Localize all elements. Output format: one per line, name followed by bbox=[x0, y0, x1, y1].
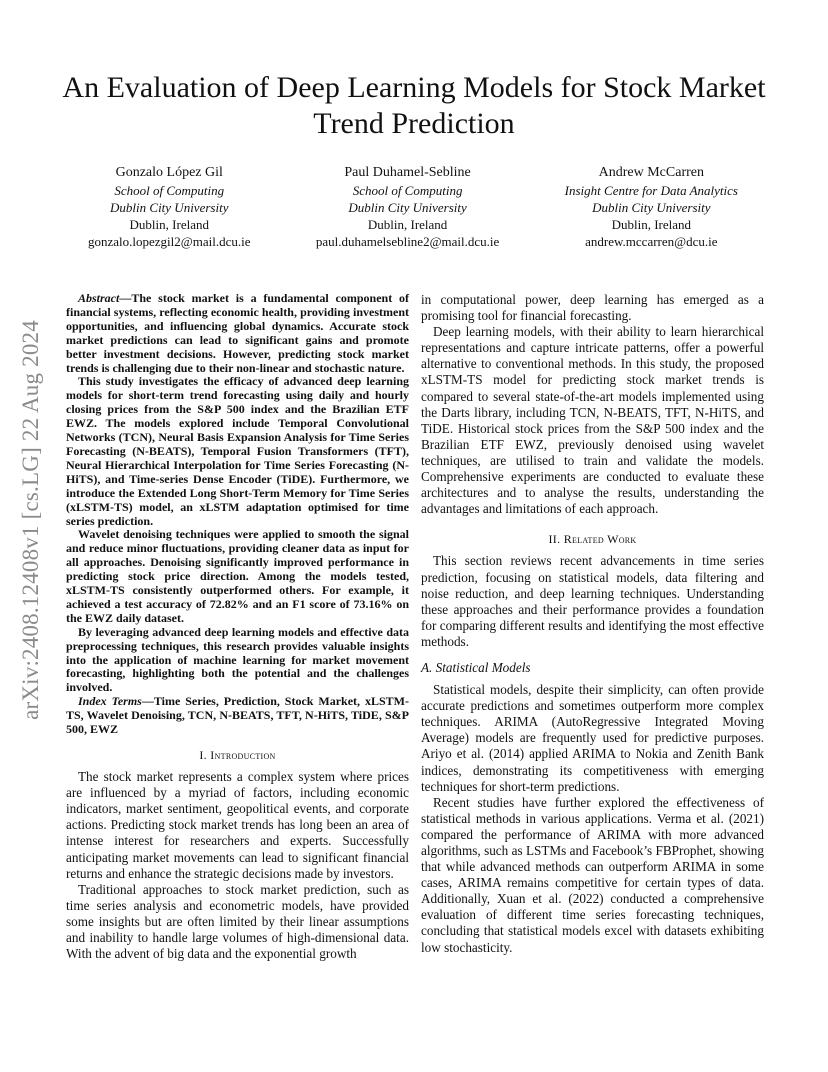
author-3 bbox=[565, 164, 738, 250]
author-dept: School of Computing bbox=[352, 183, 463, 198]
author-name: Andrew McCarren bbox=[598, 165, 704, 180]
intro-paragraph-3: Deep learning models, with their ability to learn hierarchical representations and capture intricate patterns, offer a powerful alternative to conventional methods. In this study, the proposed xLSTM-TS model for predicting stock market trends is compared to several state-of-the-art models implemented using the Darts library, including TCN, N-BEATS, TFT, N-HiTS, and TiDE. Historical stock prices from the S&P 500 index and the Brazilian ETF EWZ, previously denoised using wavelet techniques, are utilised to train and validate the models. Comprehensive experiments are conducted to evaluate these architectures and to analyse the results, understanding the advantages and limitations of each approach. bbox=[421, 324, 764, 517]
intro-paragraph-2: Traditional approaches to stock market prediction, such as time series analysis and econometric models, have provided some insights but are often limited by their linear assumptions and inability to handle large volumes of high-dimensional data. With the advent of big data and the exponential growth bbox=[66, 881, 409, 962]
author-location: Dublin, Ireland bbox=[611, 217, 692, 232]
index-terms-lead: Index Terms bbox=[78, 694, 142, 709]
arxiv-side-label bbox=[14, 280, 48, 760]
author-name: Paul Duhamel-Sebline bbox=[344, 165, 471, 180]
author-location: Dublin, Ireland bbox=[367, 217, 448, 232]
abstract-paragraph-3: Wavelet denoising techniques were applied to smooth the signal and reduce minor fluctuations, providing cleaner data as input for all approaches. Denoising significantly improved performance in predicting stock price direction. Among the models tested, xLSTM-TS consistently outperformed others. For example, it achieved a test accuracy of 72.82% and an F1 score of 73.16% on the EWZ daily dataset. bbox=[66, 527, 409, 625]
author-dept: School of Computing bbox=[114, 183, 225, 198]
section-heading-related-work: II. Related Work bbox=[548, 532, 637, 547]
author-org: Dublin City University bbox=[592, 200, 711, 215]
author-email: paul.duhamelsebline2@mail.dcu.ie bbox=[315, 234, 500, 249]
author-email: gonzalo.lopezgil2@mail.dcu.ie bbox=[88, 234, 251, 249]
related-work-paragraph-1: This section reviews recent advancements in time series prediction, focusing on statistical models, data filtering and noise reduction, and deep learning techniques. Understanding these approaches and their performance provides a foundation for comparing different results and identifying the most effective methods. bbox=[421, 553, 764, 649]
statistical-models-paragraph-1: Statistical models, despite their simplicity, can often provide accurate predictions and sometimes outperform more complex techniques. ARIMA (AutoRegressive Integrated Moving Average) models are frequently used for predictive purposes. Ariyo et al. (2014) applied ARIMA to Nokia and Zenith Bank indices, demonstrating its competitiveness with emerging techniques for short-term predictions. bbox=[421, 682, 764, 794]
author-email: andrew.mccarren@dcu.ie bbox=[585, 234, 718, 249]
intro-paragraph-2-continued: in computational power, deep learning has emerged as a promising tool for financial forecasting. bbox=[421, 292, 764, 324]
right-column bbox=[421, 292, 764, 956]
author-dept: Insight Centre for Data Analytics bbox=[564, 183, 738, 198]
author-name: Gonzalo López Gil bbox=[115, 165, 223, 180]
author-org: Dublin City University bbox=[110, 200, 229, 215]
intro-paragraph-1: The stock market represents a complex system where prices are influenced by a myriad of factors, including economic indicators, market sentiment, geopolitical events, and corporate actions. Predicting stock market trends has long been an area of intense interest for researchers and experts. Successfully anticipating market movements can lead to significant financial returns and enhance the strategic decisions made by investors. bbox=[66, 769, 409, 881]
section-heading-introduction: I. Introduction bbox=[199, 748, 276, 762]
abstract-lead: Abstract bbox=[78, 291, 120, 305]
arxiv-identifier: arXiv:2408.12408v1 [cs.LG] 22 Aug 2024 bbox=[18, 320, 43, 720]
paper-title: An Evaluation of Deep Learning Models for Stock Market Trend Prediction bbox=[62, 71, 766, 140]
abstract-paragraph-4: By leveraging advanced deep learning models and effective data preprocessing techniques, this research provides valuable insights into the application of machine learning for market movement forecasting, highlighting both the potential and the challenges involved. bbox=[66, 624, 409, 695]
subsection-heading-statistical-models: A. Statistical Models bbox=[421, 659, 531, 675]
author-1 bbox=[88, 164, 251, 250]
author-block bbox=[88, 164, 738, 250]
index-terms: Index Terms—Time Series, Prediction, Stock Market, xLSTM-TS, Wavelet Denoising, TCN, N-BEATS, TFT, N-HiTS, TiDE, S&P 500, EWZ bbox=[66, 694, 409, 737]
author-org: Dublin City University bbox=[348, 200, 467, 215]
author-location: Dublin, Ireland bbox=[129, 217, 209, 232]
left-column bbox=[66, 292, 409, 962]
abstract-paragraph-2: This study investigates the efficacy of advanced deep learning models for short-term trend forecasting using daily and hourly closing prices from the S&P 500 index and the Brazilian ETF EWZ. The models explored include Temporal Convolutional Networks (TCN), Neural Basis Expansion Analysis for Time Series Forecasting (N-BEATS), Temporal Fusion Transformers (TFT), Neural Hierarchical Interpolation for Time Series Forecasting (N-HiTS), and Time-series Dense Encoder (TiDE). Furthermore, we introduce the Extended Long Short-Term Memory for Time Series (xLSTM-TS) model, an xLSTM adaptation optimised for time series prediction. bbox=[66, 374, 409, 528]
abstract-paragraph-1: Abstract—The stock market is a fundamental component of financial systems, reflecting economic health, providing investment opportunities, and influencing global dynamics. Accurate stock market predictions can lead to significant gains and promote better investment decisions. However, predicting stock market trends is challenging due to their non-linear and stochastic nature. bbox=[66, 291, 409, 375]
statistical-models-paragraph-2: Recent studies have further explored the effectiveness of statistical methods in various applications. Verma et al. (2021) compared the performance of ARIMA with more advanced algorithms, such as LSTMs and Facebook’s FBProphet, showing that while advanced methods can outperform ARIMA in some cases, ARIMA remains competitive for certain types of data. Additionally, Xuan et al. (2022) conducted a comprehensive evaluation of different time series forecasting techniques, concluding that statistical models excel with datasets exhibiting low stochasticity. bbox=[421, 794, 764, 955]
author-2 bbox=[316, 164, 499, 250]
